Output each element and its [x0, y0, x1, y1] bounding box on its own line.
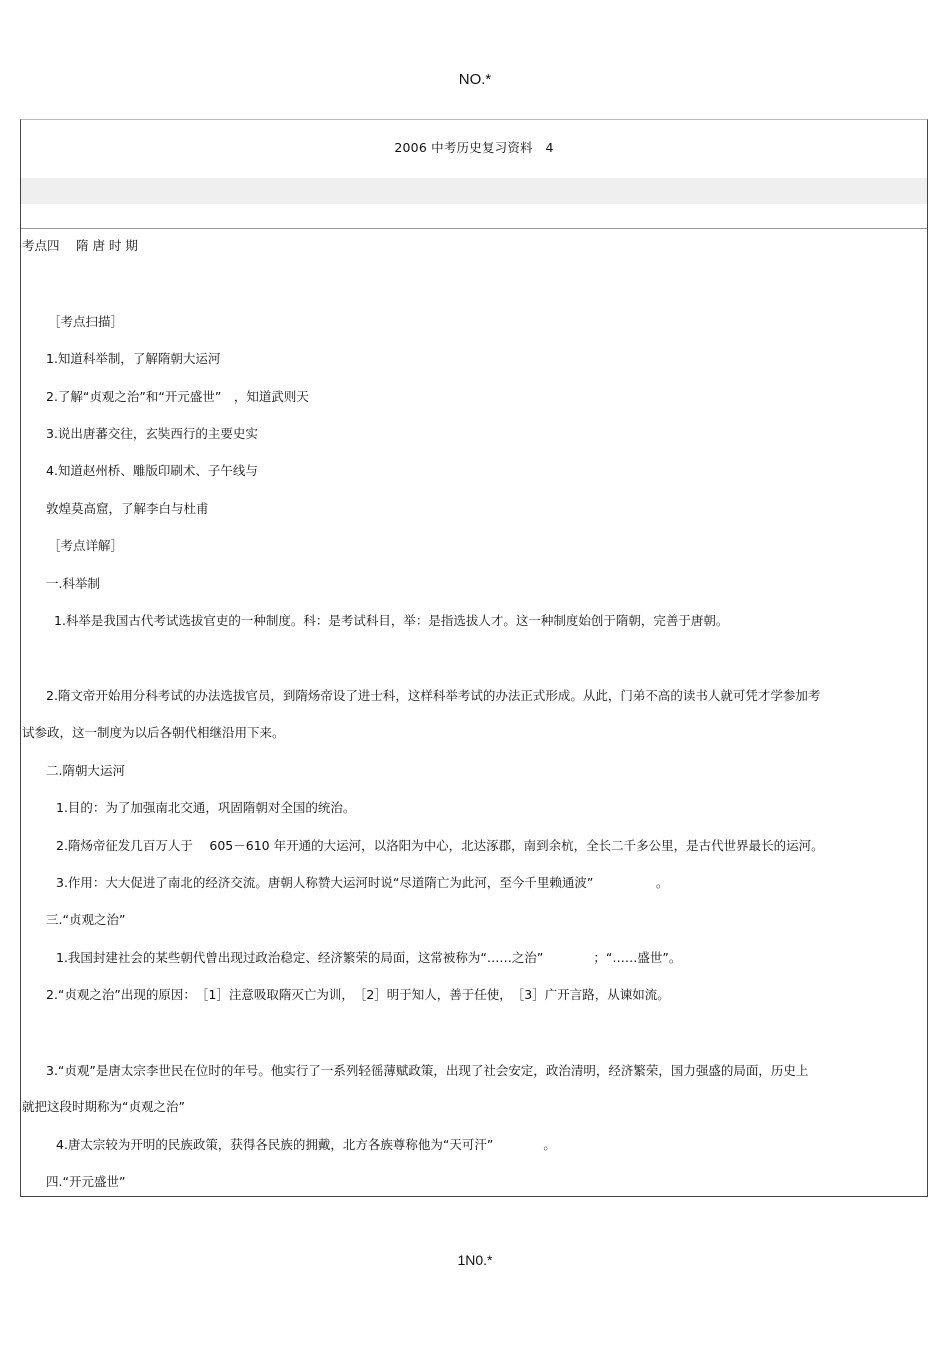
subsection-label: ［考点扫描］	[48, 314, 124, 329]
paragraph: 3.“贞观”是唐太宗李世民在位时的年号。他实行了一系列轻徭薄赋政策，出现了社会安定，政治清明，经济繁荣，国力强盛的局面，历史上	[46, 1063, 809, 1078]
topic-heading: 一.科举制	[46, 576, 100, 591]
page-header-number: NO.*	[458, 71, 492, 88]
section-heading: 考点四 隋 唐 时 期	[22, 238, 138, 253]
list-item: 4.知道赵州桥、雕版印刷术、子午线与	[46, 463, 258, 478]
list-item: 1.知道科举制，了解隋朝大运河	[46, 351, 221, 366]
topic-heading: 四.“开元盛世”	[46, 1174, 126, 1189]
paragraph-continuation: 就把这段时期称为“贞观之治”	[22, 1099, 185, 1114]
paragraph: 4.唐太宗较为开明的民族政策，获得各民族的拥戴，北方各族尊称他为“天可汗” 。	[56, 1137, 556, 1152]
title-shaded-band	[21, 178, 927, 204]
list-item: 3.说出唐蕃交往，玄奘西行的主要史实	[46, 426, 258, 441]
subsection-label: ［考点详解］	[48, 538, 124, 553]
content-frame	[20, 119, 928, 1197]
list-item-continuation: 敦煌莫高窟，了解李白与杜甫	[46, 501, 209, 516]
paragraph: 2.隋炀帝征发几百万人于 605－610 年开通的大运河，以洛阳为中心，北达涿郡，南到余杭，全长二千多公里，是古代世界最长的运河。	[56, 838, 824, 853]
paragraph: 3.作用：大大促进了南北的经济交流。唐朝人称赞大运河时说“尽道隋亡为此河，至今千里赖通波” 。	[56, 875, 669, 890]
paragraph: 1.目的：为了加强南北交通，巩固隋朝对全国的统治。	[56, 800, 356, 815]
topic-heading: 二.隋朝大运河	[46, 763, 125, 778]
topic-heading: 三.“贞观之治”	[46, 912, 126, 927]
document-title: 2006 中考历史复习资料 4	[394, 140, 554, 155]
paragraph: 2.“贞观之治”出现的原因： ［1］注意吸取隋灭亡为训， ［2］明于知人，善于任使， ［3］广开言路，从谏如流。	[46, 987, 670, 1002]
title-divider	[21, 228, 927, 229]
page-footer-number: 1N0.*	[457, 1252, 493, 1268]
paragraph: 2.隋文帝开始用分科考试的办法选拔官员，到隋炀帝设了进士科，这样科举考试的办法正式形成。从此，门弟不高的读书人就可凭才学参加考	[46, 688, 821, 703]
paragraph: 1.科举是我国古代考试选拔官吏的一种制度。科：是考试科目，举：是指选拔人才。这一种制度始创于隋朝，完善于唐朝。	[54, 613, 729, 628]
paragraph: 1.我国封建社会的某些朝代曾出现过政治稳定、经济繁荣的局面，这常被称为“……之治” ；“……盛世”。	[56, 950, 682, 965]
list-item: 2.了解“贞观之治”和“开元盛世” ，知道武则天	[46, 389, 309, 404]
paragraph-continuation: 试参政，这一制度为以后各朝代相继沿用下来。	[22, 725, 285, 740]
